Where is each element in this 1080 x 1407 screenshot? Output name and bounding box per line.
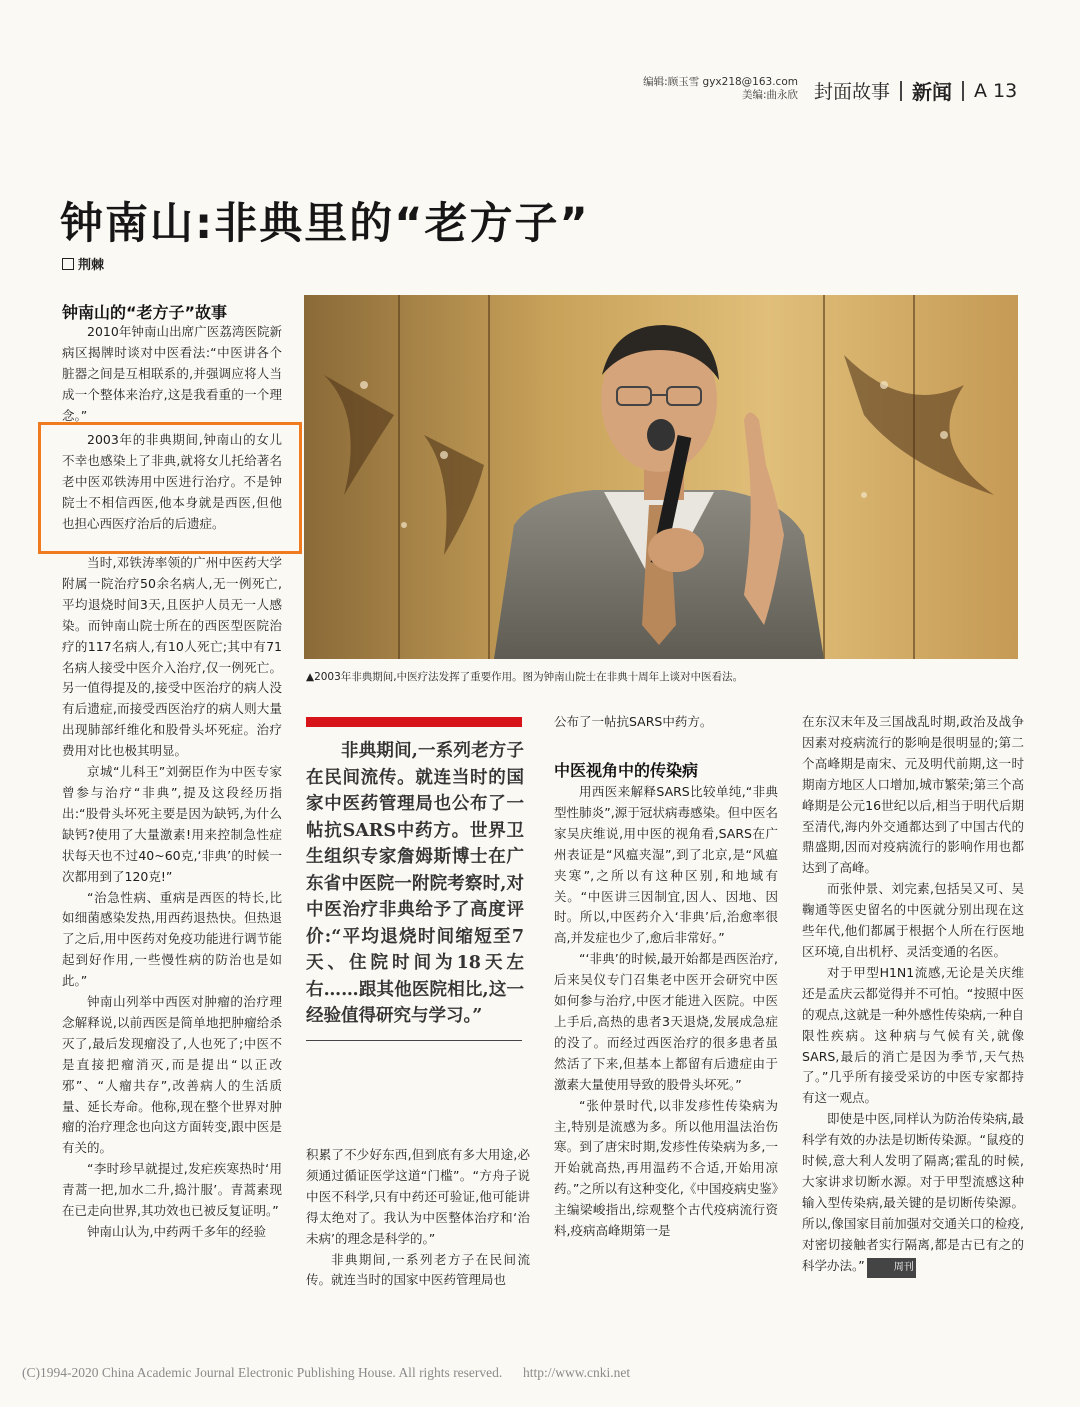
paragraph: 当时,邓铁涛率领的广州中医药大学附属一院治疗50余名病人,无一例死亡,平均退烧时间3天,且医护人员无一人感染。而钟南山院士所在的西医型医院治疗的117名病人,有10人死亡;其中有71名病人接受中医介入治疗,仅一例死亡。另一值得提及的,接受中医治疗的病人没有后遗症,而接受西医治疗的病人则大量出现肺部纤维化和股骨头坏死症。治疗费用对比也极其明显。 xyxy=(62,555,282,759)
end-mark: 周刊 xyxy=(867,1258,916,1279)
photo-illustration xyxy=(304,295,1018,659)
pull-quote: 非典期间,一系列老方子在民间流传。就连当时的国家中医药管理局也公布了一帖抗SARS中药方。世界卫生组织专家詹姆斯博士在广东省中医院一附院考察时,对中医治疗非典给予了高度评价:“平均退烧时间缩短至7天、住院时间为18天左右……跟其他医院相比,这一经验值得研究与学习。” xyxy=(306,741,524,1026)
footer-copyright: (C)1994-2020 China Academic Journal Electronic Publishing House. All rights reserved. xyxy=(22,1365,503,1380)
article-photo xyxy=(304,295,1018,659)
footer-url[interactable]: http://www.cnki.net xyxy=(523,1365,631,1380)
column-3-body xyxy=(554,782,778,1304)
paragraph: 而张仲景、刘完素,包括吴又可、吴鞠通等医史留名的中医就分别出现在这些年代,他们都属于根据个人所在行医地区环境,自出机杼、灵活变通的名医。 xyxy=(802,881,1024,959)
highlight-text-block xyxy=(62,430,282,535)
editor-credit xyxy=(643,76,798,102)
header-divider xyxy=(962,81,964,101)
column-3-top xyxy=(554,712,778,733)
paragraph: 2010年钟南山出席广医荔湾医院新病区揭牌时谈对中医看法:“中医讲各个脏器之间是互相联系的,并强调应将人当成一个整体来治疗,这是我看重的一个理念。” xyxy=(62,324,282,423)
paragraph-text: 即使是中医,同样认为防治传染病,最科学有效的办法是切断传染源。“鼠疫的时候,意大利人发明了隔离;霍乱的时候,大家讲求切断水源。对于甲型流感这种输入型传染病,最关键的是切断传染源。所以,像国家目前加强对交通关口的检疫,对密切接触者实行隔离,都是古已有之的科学办法。” xyxy=(802,1111,1024,1273)
paragraph: “张仲景时代,以非发疹性传染病为主,特别是流感为多。所以他用温法治伤寒。到了唐宋时期,发疹性传染病为多,一开始就高热,再用温药不合适,开始用凉药。”之所以有这种变化,《中国疫病史鉴》主编梁峻指出,综观整个古代疫病流行资料,疫病高峰期第一是 xyxy=(554,1097,778,1239)
section-label: 封面故事 xyxy=(814,81,891,103)
subheading-1: 钟南山的“老方子”故事 xyxy=(62,303,228,322)
paragraph: 积累了不少好东西,但到底有多大用途,必须通过循证医学这道“门槛”。“方舟子说中医不科学,只有中药还可验证,他可能讲得太绝对了。我认为中医整体治疗和‘治未病’的理念是科学的。” xyxy=(306,1147,530,1246)
divider-rule xyxy=(306,1040,522,1041)
page-number: A 13 xyxy=(974,79,1018,102)
paragraph: “‘非典’的时候,最开始都是西医治疗,后来吴仪专门召集老中医开会研究中医如何参与治疗,中医才能进入医院。中医上手后,高热的患者3天退烧,发展成急症的没了。而经过西医治疗的很多患者虽然活了下来,但基本上都留有后遗症由于激素大量使用导致的股骨头坏死。” xyxy=(554,951,778,1092)
paragraph: “治急性病、重病是西医的特长,比如细菌感染发热,用西药退热快。但热退了之后,用中医药对免疫功能进行调节能起到好作用,一些慢性病的防治也是如此。” xyxy=(62,889,282,989)
subheading-2: 中医视角中的传染病 xyxy=(554,761,699,780)
article-title: 钟南山:非典里的“老方子” xyxy=(60,199,590,249)
header-divider xyxy=(900,81,902,101)
red-accent-bar xyxy=(306,717,522,727)
column-1-body xyxy=(62,553,282,1307)
column-2-body xyxy=(306,1145,530,1305)
author: 荆棘 xyxy=(78,258,105,273)
news-label: 新闻 xyxy=(912,80,953,104)
paragraph: 京城“儿科王”刘弼臣作为中医专家曾参与治疗“非典”,提及这段经历指出:“股骨头坏死主要是因为缺钙,为什么缺钙?使用了大量激素!用来控制急性症状每天也不过40~60克,‘非典’的时候一次都用到了120克!” xyxy=(62,764,282,884)
paragraph: 钟南山认为,中药两千多年的经验 xyxy=(87,1224,266,1239)
column-1-top xyxy=(62,322,282,427)
paragraph: 钟南山列举中西医对肿瘤的治疗理念解释说,以前西医是简单地把肿瘤给杀灭了,最后发现瘤没了,人也死了;中医不是直接把瘤消灭,而是提出“以正改邪”、“人瘤共存”,改善病人的生活质量、延长寿命。他称,现在整个世界对肿瘤的治疗理念也向这方面转变,跟中医是有关的。 xyxy=(62,994,282,1156)
paragraph: “李时珍早就提过,发疟疾寒热时‘用青蒿一把,加水二升,捣汁服’。青蒿素现在已走向世界,其功效也已被反复证明。” xyxy=(62,1161,282,1219)
footer xyxy=(22,1365,630,1381)
editor-line: 编辑:顾玉雪 gyx218@163.com xyxy=(643,76,798,88)
paragraph: 对于甲型H1N1流感,无论是关庆维还是孟庆云都觉得并不可怕。“按照中医的观点,这就是一种外感性传染病,一种自限性疾病。这种病与气候有关,就像SARS,最后的消亡是因为季节,天气热了。”几乎所有接受采访的中医专家都持有这一观点。 xyxy=(802,964,1024,1106)
byline xyxy=(62,254,104,273)
paragraph: 在东汉末年及三国战乱时期,政治及战争因素对疫病流行的影响是很明显的;第二个高峰期是南宋、元及明代前期,这一时期南方地区人口增加,城市繁荣;第三个高峰期是公元16世纪以后,相当于明代后期至清代,海内外交通都达到了中国古代的鼎盛期,因而对疫病流行的影响作用也都达到了高峰。 xyxy=(802,714,1024,876)
designer-line: 美编:曲永欣 xyxy=(741,89,798,101)
column-4-body xyxy=(802,712,1024,1306)
highlight-paragraph: 2003年的非典期间,钟南山的女儿不幸也感染上了非典,就将女儿托给著名老中医邓铁涛用中医进行治疗。不是钟院士不相信西医,他本身就是西医,但他也担心西医疗治后的后遗症。 xyxy=(62,432,282,531)
section-header xyxy=(814,76,1017,105)
paragraph xyxy=(802,1109,1024,1278)
paragraph: 用西医来解释SARS比较单纯,“非典型性肺炎”,源于冠状病毒感染。但中医名家吴庆维说,用中医的视角看,SARS在广州表证是“风瘟夹湿”,到了北京,是“风瘟夹寒”,之所以有这种区别,和地域有关。“中医讲三因制宜,因人、因地、因时。所以,中医药介入‘非典’后,治愈率很高,并发症也少了,愈后非常好。” xyxy=(554,784,778,946)
photo-caption: ▲2003年非典期间,中医疗法发挥了重要作用。图为钟南山院士在非典十周年上谈对中医看法。 xyxy=(306,671,744,683)
square-icon xyxy=(62,258,74,270)
paragraph: 非典期间,一系列老方子在民间流传。就连当时的国家中医药管理局也 xyxy=(306,1251,530,1288)
paragraph: 公布了一帖抗SARS中药方。 xyxy=(554,714,713,729)
